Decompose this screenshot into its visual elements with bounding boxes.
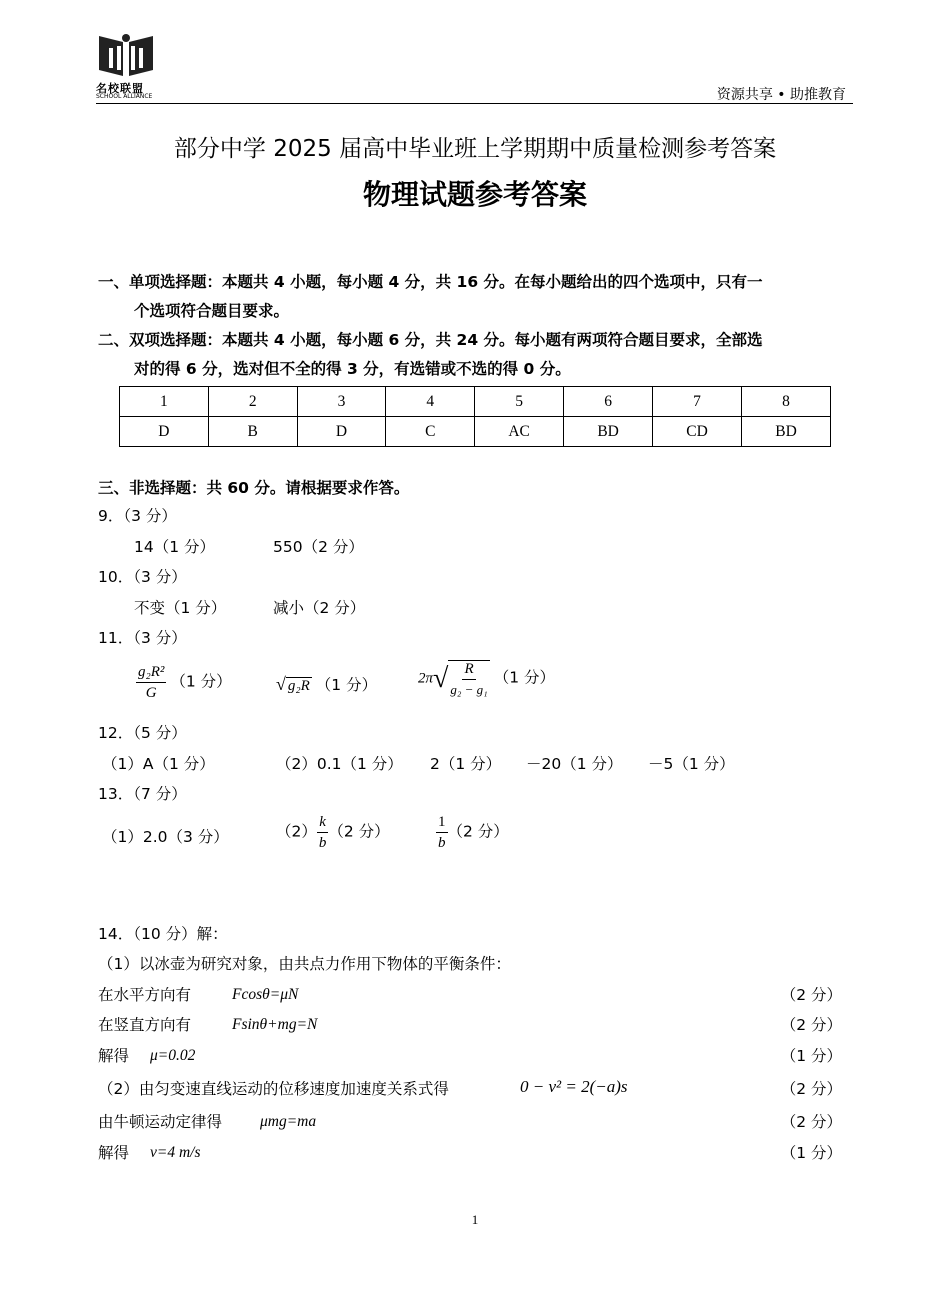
q14-line2-text: 在水平方向有 [98,986,192,1004]
table-cell: 1 [120,387,209,417]
header-slogan: 资源共享 • 助推教育 [716,87,846,103]
q14-line2-score: （2 分） [780,986,842,1004]
table-cell: 2 [208,387,297,417]
q11-f1-numerator: g₂R² [136,664,166,683]
q9-head: 9．（3 分） [98,507,177,525]
q9-answer1: 14（1 分） [134,538,216,556]
q14-line6-text: 由牛顿运动定律得 [98,1113,223,1131]
q11-sqrt-content: g₂R [287,678,310,694]
q14-line4-text: 解得 [98,1047,130,1065]
q14-line7-score: （1 分） [780,1144,842,1162]
q14-line1: （1）以冰壶为研究对象，由共点力作用下物体的平衡条件： [98,955,511,973]
q13-a2-prefix: （2） [276,822,317,841]
q14-line3-text: 在竖直方向有 [98,1016,192,1034]
table-cell: AC [475,417,564,447]
logo-english-text: SCHOOL ALLIANCE [96,93,153,100]
q11-formula3 [418,660,555,698]
q14-line6-score: （2 分） [780,1113,842,1131]
q11-score3: （1 分） [493,668,555,687]
table-cell: C [386,417,475,447]
subject-title: 物理试题参考答案 [362,178,587,211]
table-cell: 8 [742,387,831,417]
q14-line3-score: （2 分） [780,1016,842,1034]
table-cell: 6 [564,387,653,417]
book-logo-icon [95,28,157,80]
q14-line7-equation: v=4 m/s [150,1144,201,1161]
sqrt-icon: √ [276,674,286,694]
q14-line4-score: （1 分） [780,1047,842,1065]
q11-score1: （1 分） [170,672,232,691]
exam-title: 部分中学 2025 届高中毕业班上学期期中质量检测参考答案 [173,136,777,162]
q13-a2-denominator: b [318,835,327,851]
section1-line1: 一、单项选择题：本题共 4 小题，每小题 4 分，共 16 分。在每小题给出的四个选项中，只有一 [98,273,763,291]
page-number: 1 [471,1212,479,1227]
q11-score2: （1 分） [315,676,378,694]
q12-answer2: （2）0.1（1 分） [276,755,403,773]
table-cell: D [120,417,209,447]
q14-line3-equation: Fsinθ+mg=N [232,1016,318,1033]
q14-line2-equation: Fcosθ=μN [232,986,299,1003]
header-divider [96,103,853,104]
table-row-answers [120,417,831,447]
q10-head: 10．（3 分） [98,568,187,586]
q14-line5-equation: 0 − v² = 2(−a)s [520,1077,628,1096]
q12-answer4: －20（1 分） [526,755,623,773]
q9-answer2: 550（2 分） [273,538,364,556]
table-row-numbers [120,387,831,417]
q14-line7-text: 解得 [98,1144,130,1162]
logo-chinese-text: 名校联盟 [96,82,144,95]
q13-head: 13．（7 分） [98,785,187,803]
q11-sqrt [276,674,377,696]
q11-f3-denominator: g₂ − g₁ [450,682,488,697]
q14-line4-equation: μ=0.02 [150,1047,196,1064]
table-cell: BD [742,417,831,447]
q13-a3-score: （2 分） [447,822,509,841]
q13-answer1: （1）2.0（3 分） [102,828,229,846]
section2-line1: 二、双项选择题：本题共 4 小题，每小题 6 分，共 24 分。每小题有两项符合题目要求，全部选 [98,331,763,349]
q12-head: 12．（5 分） [98,724,187,742]
q12-answer1: （1）A（1 分） [102,755,215,773]
q11-f1-denominator: G [145,685,157,701]
table-cell: 5 [475,387,564,417]
table-cell: B [208,417,297,447]
q14-line5-score: （2 分） [780,1080,842,1098]
q10-answer1: 不变（1 分） [134,599,227,617]
q13-answer2 [276,814,390,852]
table-cell: BD [564,417,653,447]
table-cell: D [297,417,386,447]
q14-head: 14．（10 分）解： [98,925,228,943]
table-cell: 7 [653,387,742,417]
q11-fraction1 [136,664,232,702]
q13-a2-numerator: k [317,814,328,833]
q13-a3-denominator: b [438,835,446,851]
sqrt-icon: √ [433,663,449,694]
q13-answer3 [436,814,509,852]
q12-answer3: 2（1 分） [430,755,502,773]
q14-line6-equation: μmg=ma [260,1113,317,1130]
q12-answer5: －5（1 分） [648,755,735,773]
q10-answer2: 减小（2 分） [273,599,366,617]
section3-title: 三、非选择题：共 60 分。请根据要求作答。 [98,479,410,497]
q11-head: 11．（3 分） [98,629,187,647]
answer-table [119,386,831,447]
table-cell: CD [653,417,742,447]
section1-line2: 个选项符合题目要求。 [134,302,290,320]
q13-a3-numerator: 1 [436,814,448,833]
q13-a2-score: （2 分） [328,822,390,841]
table-cell: 3 [297,387,386,417]
q14-line5-text: （2）由匀变速直线运动的位移速度加速度关系式得 [98,1080,449,1098]
section2-line2: 对的得 6 分，选对但不全的得 3 分，有选错或不选的得 0 分。 [134,360,571,378]
q11-f3-numerator: R [462,661,475,680]
q11-f3-prefix: 2π [418,670,434,687]
table-cell: 4 [386,387,475,417]
